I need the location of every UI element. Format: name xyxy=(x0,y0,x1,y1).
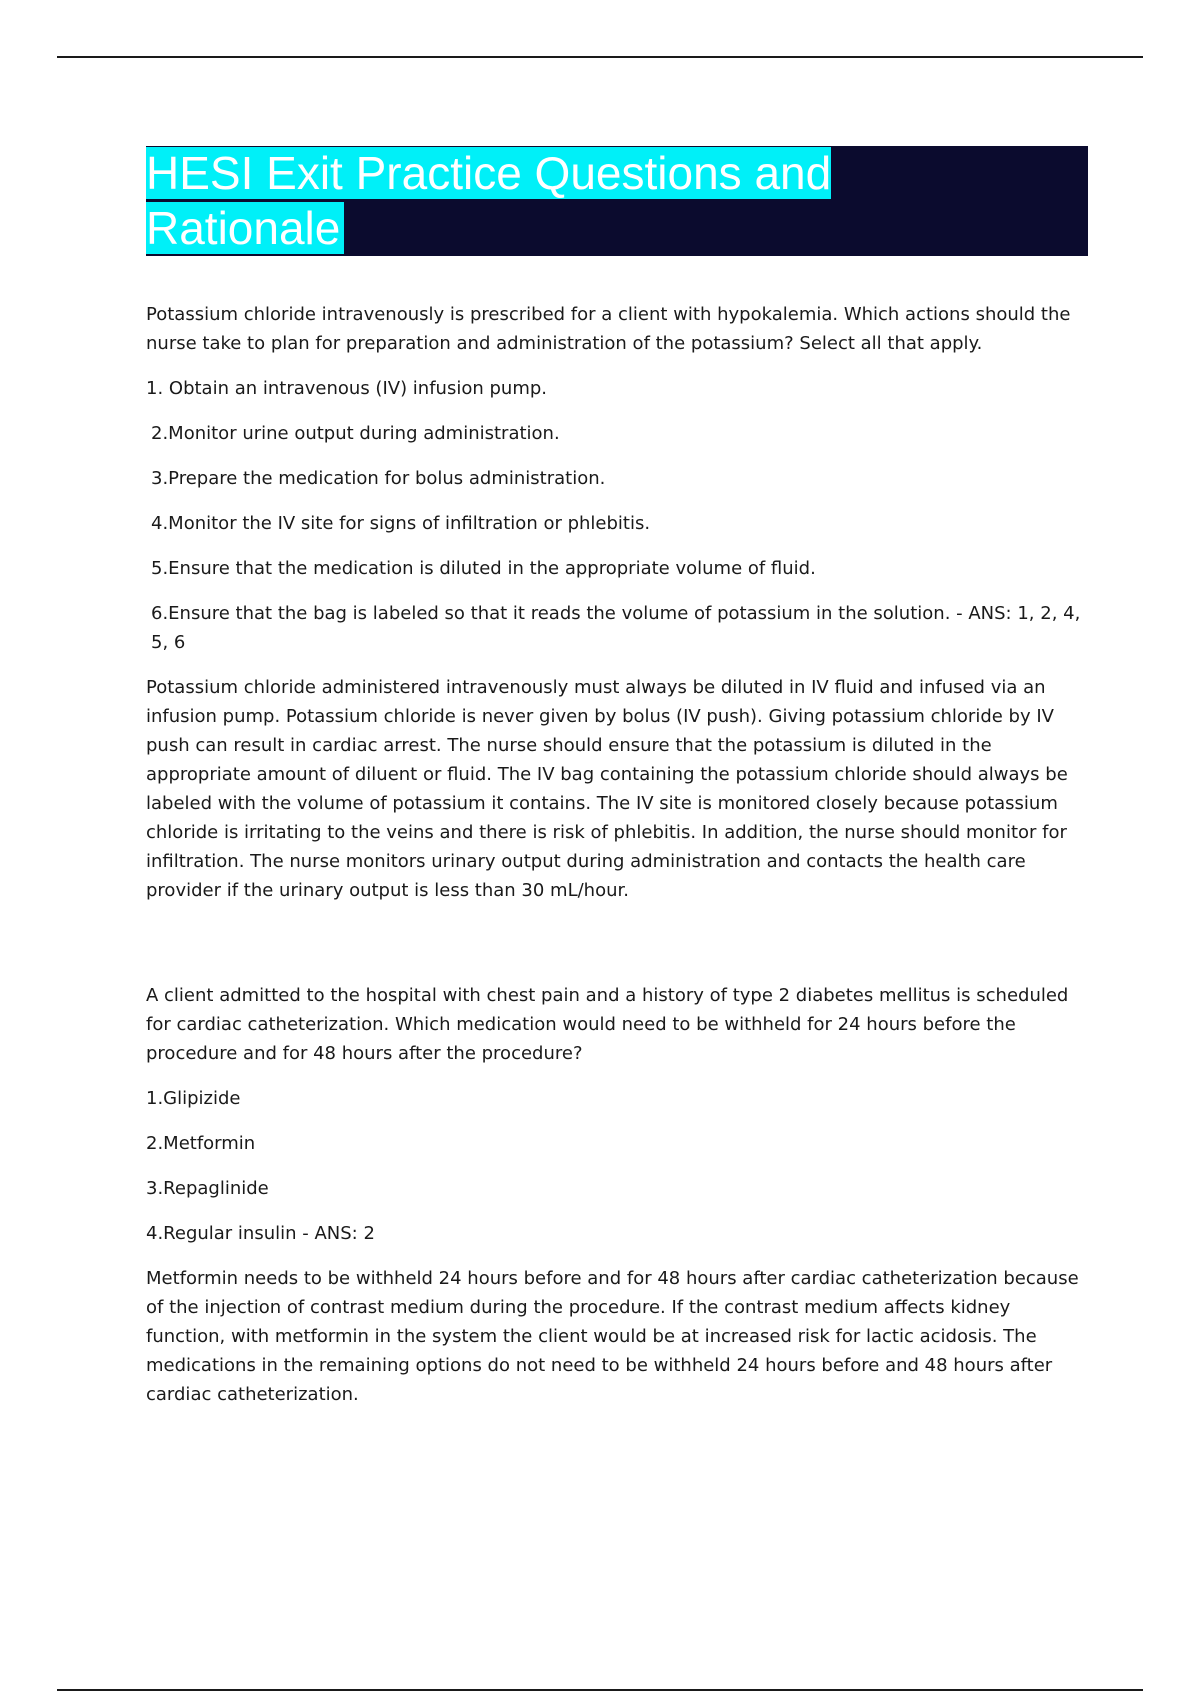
answer-option: 2.Monitor urine output during administration. xyxy=(151,423,560,444)
answer-option: 4.Monitor the IV site for signs of infiltration or phlebitis. xyxy=(151,513,651,534)
title-banner xyxy=(146,146,1088,256)
answer-option: 1. Obtain an intravenous (IV) infusion pump. xyxy=(146,378,548,399)
answer-option: 1.Glipizide xyxy=(146,1088,241,1109)
answer-option: 3.Prepare the medication for bolus administration. xyxy=(151,468,606,489)
answer-option: 6.Ensure that the bag is labeled so that it reads the volume of potassium in the solution. - ANS: 1, 2, 4, 5, 6 xyxy=(151,603,1081,653)
answer-option: 4.Regular insulin - ANS: 2 xyxy=(146,1223,375,1244)
question-stem: A client admitted to the hospital with chest pain and a history of type 2 diabetes mellitus is scheduled for cardiac catheterization. Which medication would need to be withheld for 24 hours before the procedure and for 48 hours after the procedure? xyxy=(146,985,1069,1064)
page-title: HESI Exit Practice Questions and Rationale xyxy=(146,147,832,254)
top-divider xyxy=(57,56,1143,58)
section-spacer xyxy=(146,921,1086,981)
document-body xyxy=(146,300,1086,1425)
question-2 xyxy=(146,981,1086,1409)
bottom-divider xyxy=(57,1689,1143,1691)
rationale-text: Metformin needs to be withheld 24 hours before and for 48 hours after cardiac catheterization because of the injection of contrast medium during the procedure. If the contrast medium affects kidney function, with metformin in the system the client would be at increased risk for lactic acidosis. The medications in the remaining options do not need to be withheld 24 hours before and 48 hours after cardiac catheterization. xyxy=(146,1268,1079,1405)
answer-option: 3.Repaglinide xyxy=(146,1178,269,1199)
question-stem: Potassium chloride intravenously is prescribed for a client with hypokalemia. Which actions should the nurse take to plan for preparation and administration of the potassium? Select all that apply. xyxy=(146,304,1071,354)
answer-option: 2.Metformin xyxy=(146,1133,256,1154)
answer-option: 5.Ensure that the medication is diluted in the appropriate volume of fluid. xyxy=(151,558,816,579)
question-1 xyxy=(146,300,1086,905)
rationale-text: Potassium chloride administered intravenously must always be diluted in IV fluid and infused via an infusion pump. Potassium chloride is never given by bolus (IV push). Giving potassium chloride by IV push can result in cardiac arrest. The nurse should ensure that the potassium is diluted in the appropriate amount of diluent or fluid. The IV bag containing the potassium chloride should always be labeled with the volume of potassium it contains. The IV site is monitored closely because potassium chloride is irritating to the veins and there is risk of phlebitis. In addition, the nurse should monitor for infiltration. The nurse monitors urinary output during administration and contacts the health care provider if the urinary output is less than 30 mL/hour. xyxy=(146,677,1068,901)
